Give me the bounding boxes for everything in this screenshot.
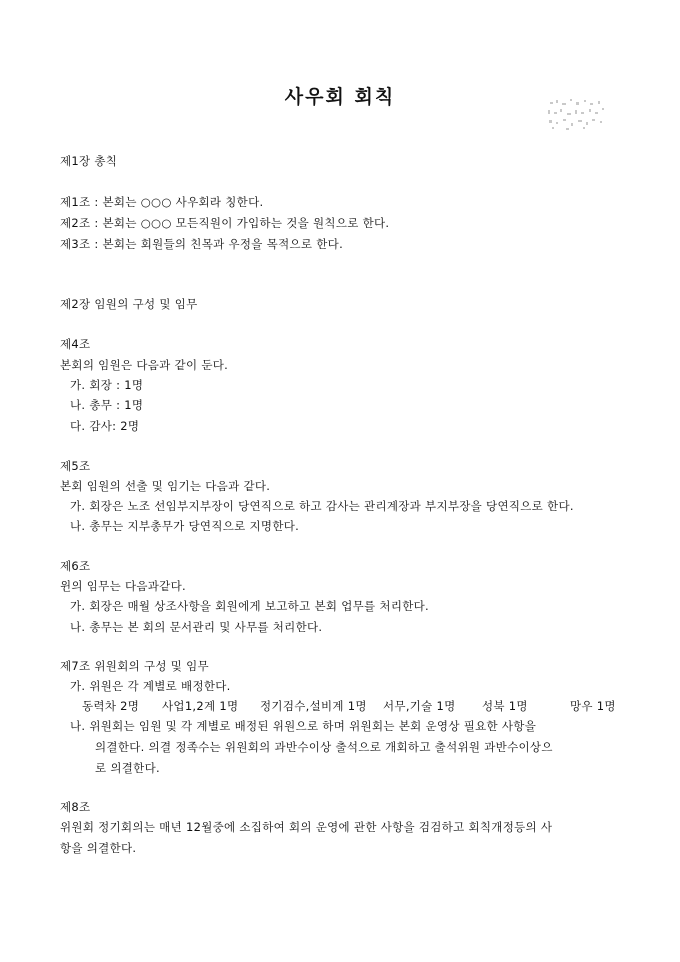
allocation-item: 서무,기술 1명 xyxy=(383,699,456,713)
article-4-intro: 본회의 임원은 다음과 같이 둔다. xyxy=(60,358,229,372)
article-8-title: 제8조 xyxy=(60,800,91,814)
article-6-item-1: 가. 회장은 매월 상조사항을 회원에게 보고하고 본회 업무를 처리한다. xyxy=(70,599,430,613)
article-7-item-2-line-3: 로 의결한다. xyxy=(95,761,160,775)
article-6-title: 제6조 xyxy=(60,559,91,573)
allocation-item: 망우 1명 xyxy=(570,699,616,713)
article-4-item-1: 가. 회장 : 1명 xyxy=(70,378,144,392)
article-6-item-2: 나. 총무는 본 회의 문서관리 및 사무를 처리한다. xyxy=(70,620,323,634)
article-5-intro: 본회 임원의 선출 및 임기는 다음과 같다. xyxy=(60,479,271,493)
article-5-item-2: 나. 총무는 지부총무가 당연직으로 지명한다. xyxy=(70,519,300,533)
article-5-item-1: 가. 회장은 노조 선임부지부장이 당연직으로 하고 감사는 관리계장과 부지부장을 당연직으로 한다. xyxy=(70,499,574,513)
article-8-line-1: 위원회 정기회의는 매년 12월중에 소집하여 회의 운영에 관한 사항을 검검하고 회칙개정등의 사 xyxy=(60,820,553,834)
allocation-item: 동력차 2명 xyxy=(82,699,140,713)
article-8-line-2: 항을 의결한다. xyxy=(60,841,137,855)
article-2: 제2조 : 본회는 ○○○ 모든직원이 가입하는 것을 원칙으로 한다. xyxy=(60,216,390,230)
article-4-title: 제4조 xyxy=(60,337,91,351)
article-5-title: 제5조 xyxy=(60,459,91,473)
allocation-item: 정기검수,설비계 1명 xyxy=(260,699,367,713)
document-title: 사우회 회칙 xyxy=(284,86,396,108)
article-1: 제1조 : 본회는 ○○○ 사우회라 칭한다. xyxy=(60,195,264,209)
article-7-allocation-row xyxy=(0,698,680,714)
article-3: 제3조 : 본회는 회원들의 친목과 우정을 목적으로 한다. xyxy=(60,237,344,251)
stamp-mark xyxy=(540,94,614,134)
article-4-item-2: 나. 총무 : 1명 xyxy=(70,398,144,412)
article-4-item-3: 다. 감사: 2명 xyxy=(70,419,140,433)
chapter2-heading: 제2장 임원의 구성 및 임무 xyxy=(60,297,198,311)
article-7-item-1: 가. 위원은 각 계별로 배정한다. xyxy=(70,679,231,693)
allocation-item: 사업1,2계 1명 xyxy=(162,699,239,713)
article-7-title: 제7조 위원회의 구성 및 임무 xyxy=(60,659,209,673)
article-6-intro: 윈의 임무는 다음과같다. xyxy=(60,579,186,593)
article-7-item-2-line-2: 의결한다. 의결 정족수는 위원회의 과반수이상 출석으로 개회하고 출석위원 과반수이상으 xyxy=(95,740,553,754)
article-7-item-2-line-1: 나. 위원회는 임원 및 각 계별로 배정된 위원으로 하며 위원회는 본회 운영상 필요한 사항을 xyxy=(70,719,537,733)
allocation-item: 성북 1명 xyxy=(482,699,528,713)
chapter1-heading: 제1장 총칙 xyxy=(60,154,118,168)
